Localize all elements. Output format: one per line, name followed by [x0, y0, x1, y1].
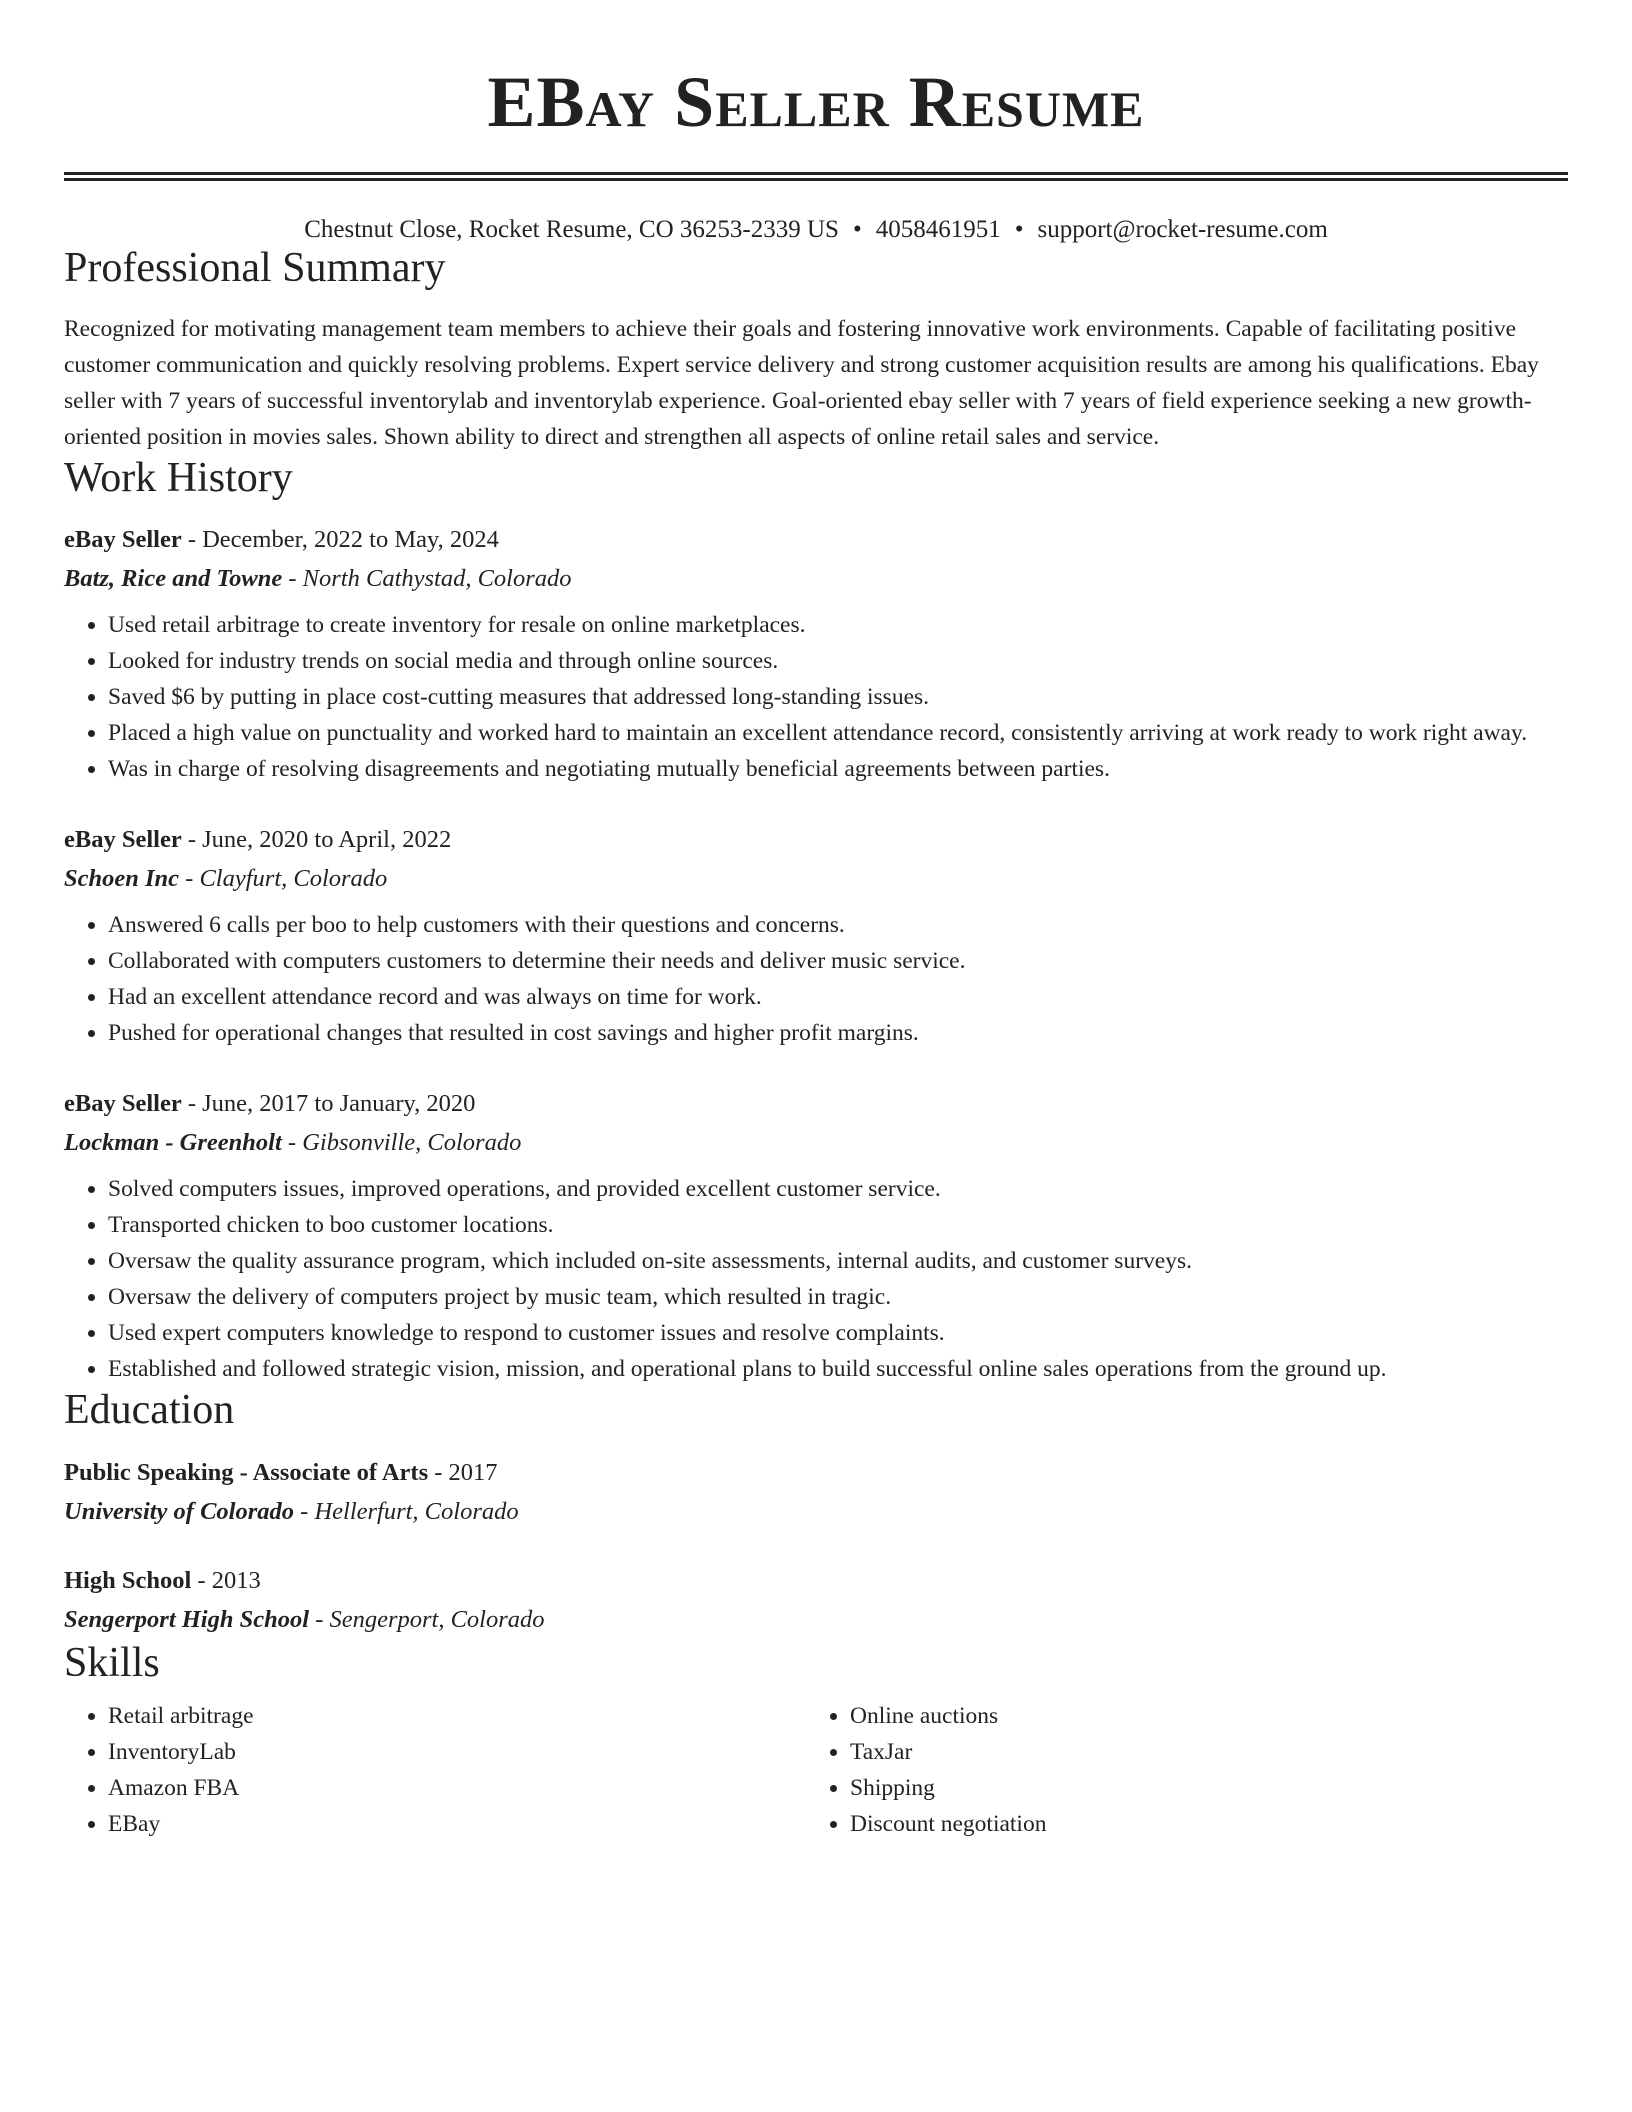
job-title-line [64, 521, 1568, 559]
job-duty: • Transported chicken to boo customer locations. [108, 1207, 1568, 1243]
job-company-line [64, 859, 1568, 899]
job-title-line [64, 1085, 1568, 1123]
resume-title: EBay Seller Resume [487, 62, 1145, 142]
education-school: Sengerport High School [64, 1605, 310, 1633]
education-degree-line [64, 1454, 1568, 1492]
job-title: eBay Seller [64, 1090, 182, 1118]
education-degree: High School [64, 1566, 192, 1594]
job-duty: • Had an excellent attendance record and was always on time for work. [108, 979, 1568, 1015]
job-dates: - December, 2022 to May, 2024 [181, 526, 499, 554]
job-title-line [64, 821, 1568, 859]
title-divider [64, 172, 1568, 181]
job-duty: • Answered 6 calls per boo to help customers with their questions and concerns. [108, 907, 1568, 943]
contact-line [64, 215, 1568, 245]
education-school-line [64, 1492, 1568, 1532]
contact-separator: • [1014, 216, 1024, 243]
job-title: eBay Seller [64, 826, 182, 854]
job-company: Schoen Inc [64, 865, 180, 893]
skill-item: • InventoryLab [108, 1734, 806, 1770]
job-company: Batz, Rice and Towne [64, 565, 283, 593]
education-degree: Public Speaking - Associate of Arts [64, 1458, 429, 1486]
job-duty: • Saved $6 by putting in place cost-cutting measures that addressed long-standing issues. [108, 679, 1568, 715]
education-entry [64, 1454, 1568, 1532]
skill-item: • Online auctions [850, 1698, 1548, 1734]
skill-item: • Discount negotiation [850, 1806, 1548, 1842]
skill-item: • EBay [108, 1806, 806, 1842]
job-dates: - June, 2017 to January, 2020 [181, 1090, 476, 1118]
job-location: - Clayfurt, Colorado [179, 865, 388, 893]
education-school-line [64, 1600, 1568, 1640]
job-dates: - June, 2020 to April, 2022 [181, 826, 452, 854]
job-duty: • Collaborated with computers customers to determine their needs and deliver music service. [108, 943, 1568, 979]
contact-email: support@rocket-resume.com [1037, 216, 1328, 243]
skills-heading: Skills [64, 1639, 160, 1686]
education-school: University of Colorado [64, 1497, 295, 1525]
education-location: - Sengerport, Colorado [309, 1605, 545, 1633]
job-duty: • Established and followed strategic vision, mission, and operational plans to build successful online sales operations from the ground up. [108, 1351, 1568, 1387]
job-duty: • Oversaw the quality assurance program, which included on-site assessments, internal audits, and customer surveys. [108, 1243, 1568, 1279]
job-location: - Gibsonville, Colorado [281, 1129, 522, 1157]
skill-item: • Shipping [850, 1770, 1548, 1806]
skill-item: • Retail arbitrage [108, 1698, 806, 1734]
job-duty: • Solved computers issues, improved operations, and provided excellent customer service. [108, 1171, 1568, 1207]
education-location: - Hellerfurt, Colorado [294, 1497, 519, 1525]
job-duties [64, 907, 1568, 1051]
skills-column-right [806, 1698, 1548, 1842]
job-duty: • Was in charge of resolving disagreements and negotiating mutually beneficial agreements between parties. [108, 751, 1568, 787]
contact-phone: 4058461951 [875, 216, 1001, 243]
job-company-line [64, 559, 1568, 599]
education-heading: Education [64, 1387, 235, 1434]
job-duty: • Used retail arbitrage to create inventory for resale on online marketplaces. [108, 607, 1568, 643]
skills-list [64, 1698, 1568, 1842]
contact-address: Chestnut Close, Rocket Resume, CO 36253-2339 US [304, 216, 839, 243]
education-year: - 2013 [191, 1566, 261, 1594]
job-duty: • Oversaw the delivery of computers project by music team, which resulted in tragic. [108, 1279, 1568, 1315]
job-company-line [64, 1123, 1568, 1163]
job-duties [64, 1171, 1568, 1387]
job-duty: • Looked for industry trends on social media and through online sources. [108, 643, 1568, 679]
contact-separator: • [852, 216, 862, 243]
summary-text: Recognized for motivating management team members to achieve their goals and fostering innovative work environments. Capable of facilitating positive customer communication and quickly resolving problems. Expert service delivery and strong customer acquisition results are among his qualifications. Ebay seller with 7 years of successful inventorylab and inventorylab experience. Goal-oriented ebay seller with 7 years of field experience seeking a new growth-oriented position in movies sales. Shown ability to direct and strengthen all aspects of online retail sales and service. [64, 316, 1539, 451]
job-duty: • Used expert computers knowledge to respond to customer issues and resolve complaints. [108, 1315, 1568, 1351]
job-duty: • Placed a high value on punctuality and worked hard to maintain an excellent attendance record, consistently arriving at work ready to work right away. [108, 715, 1568, 751]
job-duties [64, 607, 1568, 787]
job-entry [64, 521, 1568, 787]
job-duty: • Pushed for operational changes that resulted in cost savings and higher profit margins. [108, 1015, 1568, 1051]
job-title: eBay Seller [64, 526, 182, 554]
job-location: - North Cathystad, Colorado [282, 565, 572, 593]
education-degree-line [64, 1562, 1568, 1600]
job-entry [64, 821, 1568, 1051]
education-year: - 2017 [428, 1458, 498, 1486]
summary-heading: Professional Summary [64, 245, 446, 291]
work-history-heading: Work History [64, 455, 293, 502]
skill-item: • Amazon FBA [108, 1770, 806, 1806]
education-entry [64, 1562, 1568, 1640]
job-company: Lockman - Greenholt [64, 1129, 282, 1157]
job-entry [64, 1085, 1568, 1387]
skills-column-left [64, 1698, 806, 1842]
skill-item: • TaxJar [850, 1734, 1548, 1770]
